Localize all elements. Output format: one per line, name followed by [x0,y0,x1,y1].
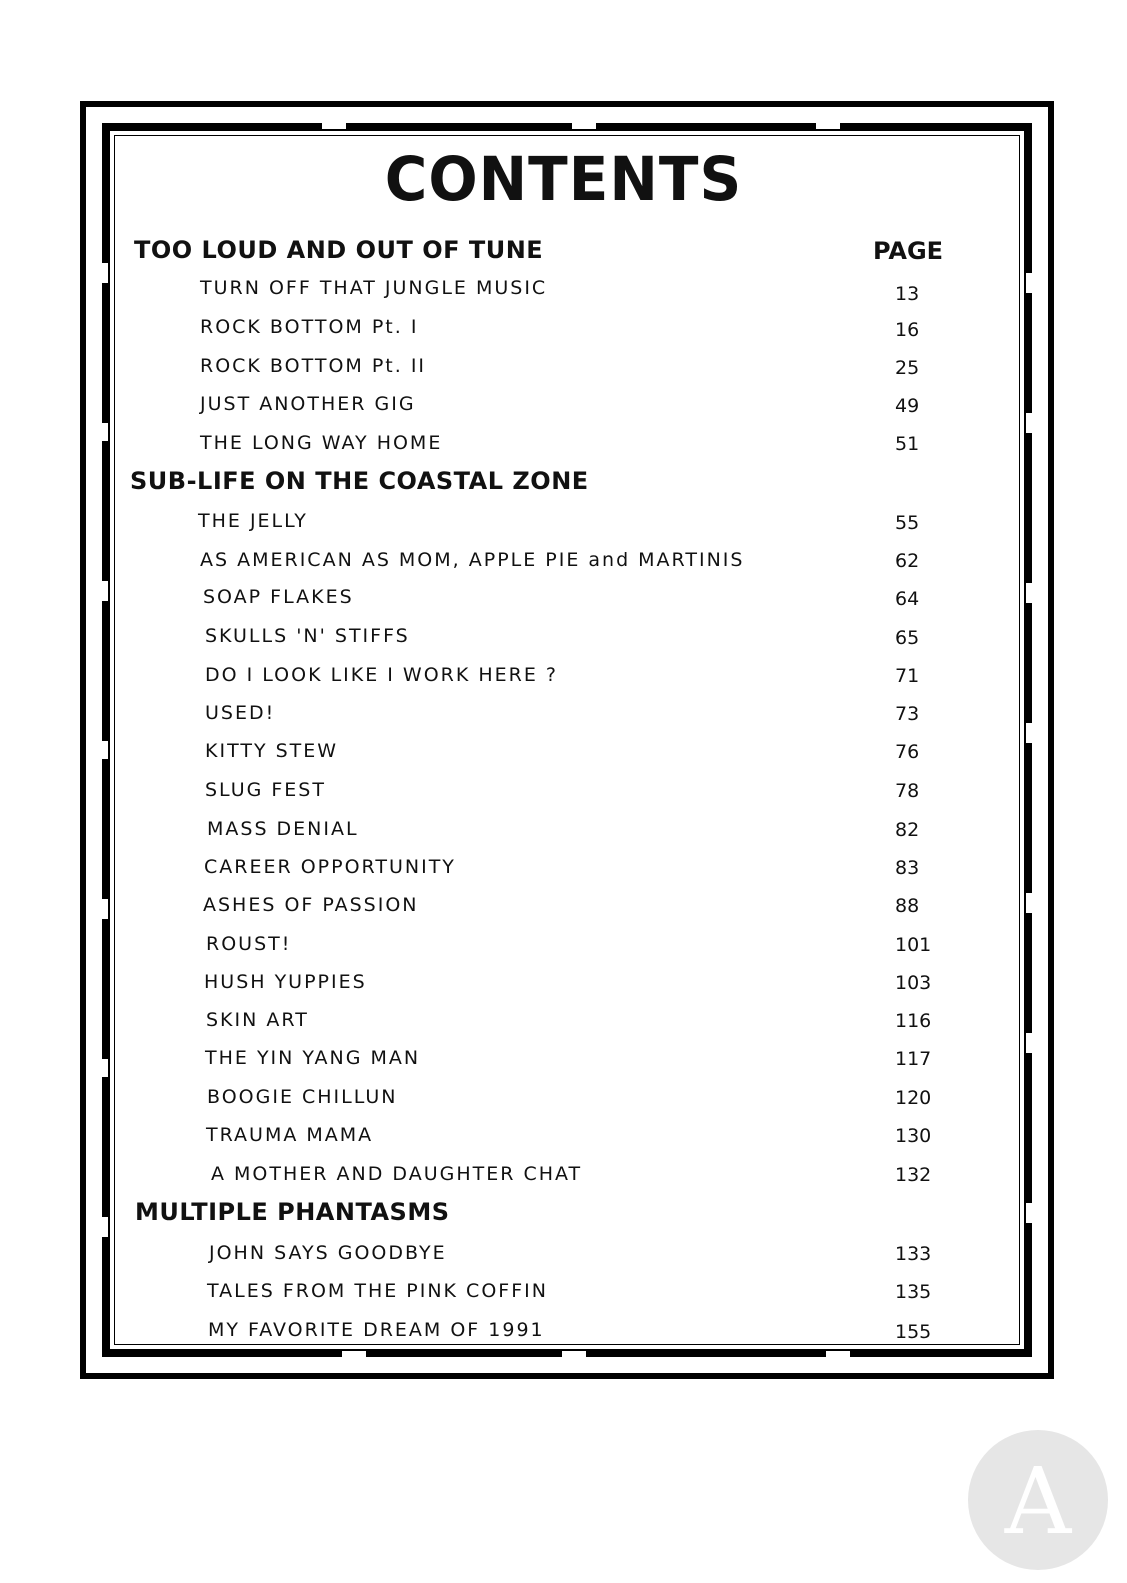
toc-entry-title: THE YIN YANG MAN [205,1047,421,1069]
toc-entry-page: 55 [895,512,920,534]
toc-entry-page: 101 [895,934,932,956]
toc-entry-page: 117 [895,1048,932,1070]
watermark-a-icon: A [1004,1448,1072,1555]
toc-entry-page: 65 [895,627,920,649]
toc-entry-page: 25 [895,357,920,379]
watermark-logo [968,1430,1108,1570]
toc-entry-page: 155 [895,1321,932,1343]
page-column-header: PAGE [873,237,944,265]
toc-entry-page: 88 [895,895,920,917]
toc-entry-title: MY FAVORITE DREAM OF 1991 [208,1319,545,1341]
toc-entry-page: 49 [895,395,920,417]
toc-entry-title: TURN OFF THAT JUNGLE MUSIC [200,277,548,299]
toc-entry-page: 78 [895,780,920,802]
toc-entry-title: ROCK BOTTOM Pt. II [200,355,427,377]
toc-entry-page: 116 [895,1010,932,1032]
toc-entry-title: THE JELLY [198,510,308,532]
toc-entry-page: 13 [895,283,920,305]
toc-entry-title: ROUST! [206,933,292,955]
toc-entry-title: SKULLS 'N' STIFFS [205,625,410,647]
toc-entry-title: DO I LOOK LIKE I WORK HERE ? [205,664,558,686]
section-heading: TOO LOUD AND OUT OF TUNE [134,236,544,264]
toc-entry-page: 120 [895,1087,932,1109]
toc-entry-page: 103 [895,972,932,994]
section-heading: SUB-LIFE ON THE COASTAL ZONE [130,467,589,495]
toc-entry-title: ROCK BOTTOM Pt. I [200,316,419,338]
toc-entry-page: 82 [895,819,920,841]
toc-entry-page: 64 [895,588,920,610]
toc-entry-page: 76 [895,741,920,763]
toc-entry-title: JUST ANOTHER GIG [200,393,416,415]
toc-entry-title: HUSH YUPPIES [204,971,367,993]
toc-entry-title: BOOGIE CHILLUN [207,1086,398,1108]
section-heading: MULTIPLE PHANTASMS [135,1198,450,1226]
toc-entry-title: SKIN ART [206,1009,309,1031]
toc-entry-title: MASS DENIAL [207,818,359,840]
toc-entry-page: 51 [895,433,920,455]
toc-entry-page: 71 [895,665,920,687]
toc-entry-page: 130 [895,1125,932,1147]
toc-entry-page: 62 [895,550,920,572]
toc-entry-page: 135 [895,1281,932,1303]
toc-entry-title: CAREER OPPORTUNITY [204,856,456,878]
toc-entry-title: TALES FROM THE PINK COFFIN [207,1280,548,1302]
toc-entry-title: JOHN SAYS GOODBYE [209,1242,447,1264]
toc-entry-title: AS AMERICAN AS MOM, APPLE PIE and MARTINIS [200,549,745,571]
toc-entry-title: SLUG FEST [205,779,326,801]
toc-entry-page: 83 [895,857,920,879]
toc-entry-title: A MOTHER AND DAUGHTER CHAT [211,1163,583,1185]
toc-entry-page: 73 [895,703,920,725]
toc-entry-title: ASHES OF PASSION [203,894,419,916]
toc-entry-title: TRAUMA MAMA [206,1124,374,1146]
toc-entry-title: USED! [205,702,276,724]
toc-entry-page: 16 [895,319,920,341]
toc-entry-title: THE LONG WAY HOME [200,432,443,454]
page-title: CONTENTS [384,143,743,215]
toc-entry-title: KITTY STEW [205,740,339,762]
toc-entry-page: 132 [895,1164,932,1186]
toc-entry-page: 133 [895,1243,932,1265]
toc-entry-title: SOAP FLAKES [203,586,354,608]
